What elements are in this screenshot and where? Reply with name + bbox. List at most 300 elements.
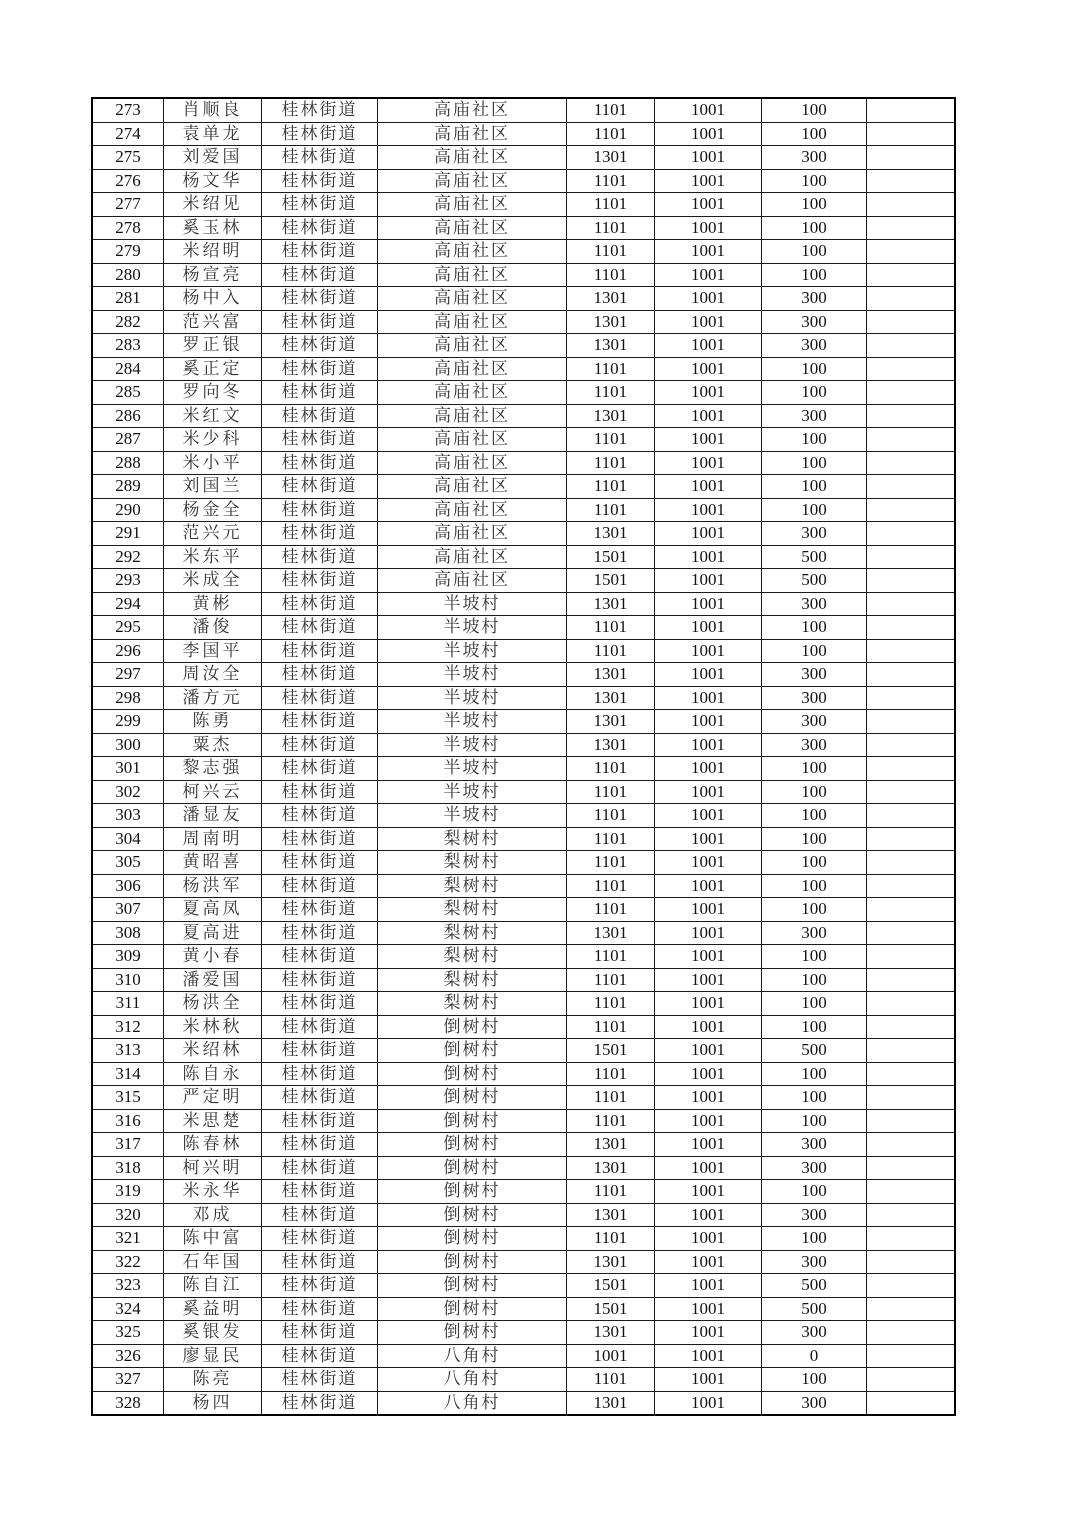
row-number-cell: 305 <box>92 851 164 875</box>
village-cell: 倒树村 <box>378 1039 567 1063</box>
code-b-cell: 1001 <box>655 98 762 122</box>
code-a-cell: 1501 <box>567 1297 655 1321</box>
street-cell: 桂林街道 <box>262 263 378 287</box>
village-cell: 高庙社区 <box>378 240 567 264</box>
note-cell <box>867 921 956 945</box>
village-cell: 倒树村 <box>378 1274 567 1298</box>
code-a-cell: 1301 <box>567 287 655 311</box>
name-cell: 潘显友 <box>164 804 262 828</box>
note-cell <box>867 616 956 640</box>
code-a-cell: 1101 <box>567 1086 655 1110</box>
table-row <box>92 968 955 992</box>
name-cell: 周南明 <box>164 827 262 851</box>
code-b-cell: 1001 <box>655 1368 762 1392</box>
amount-cell: 100 <box>762 1015 867 1039</box>
row-number-cell: 322 <box>92 1250 164 1274</box>
code-b-cell: 1001 <box>655 146 762 170</box>
street-cell: 桂林街道 <box>262 733 378 757</box>
village-cell: 半坡村 <box>378 686 567 710</box>
name-cell: 陈自江 <box>164 1274 262 1298</box>
name-cell: 范兴元 <box>164 522 262 546</box>
note-cell <box>867 851 956 875</box>
name-cell: 米少科 <box>164 428 262 452</box>
street-cell: 桂林街道 <box>262 98 378 122</box>
village-cell: 高庙社区 <box>378 310 567 334</box>
code-b-cell: 1001 <box>655 992 762 1016</box>
code-a-cell: 1501 <box>567 1039 655 1063</box>
amount-cell: 100 <box>762 639 867 663</box>
table-row <box>92 146 955 170</box>
code-a-cell: 1501 <box>567 569 655 593</box>
code-b-cell: 1001 <box>655 475 762 499</box>
name-cell: 罗向冬 <box>164 381 262 405</box>
street-cell: 桂林街道 <box>262 1133 378 1157</box>
code-a-cell: 1101 <box>567 428 655 452</box>
code-a-cell: 1301 <box>567 733 655 757</box>
code-a-cell: 1101 <box>567 804 655 828</box>
code-a-cell: 1101 <box>567 263 655 287</box>
code-b-cell: 1001 <box>655 193 762 217</box>
name-cell: 黄彬 <box>164 592 262 616</box>
note-cell <box>867 451 956 475</box>
code-a-cell: 1301 <box>567 663 655 687</box>
row-number-cell: 274 <box>92 122 164 146</box>
street-cell: 桂林街道 <box>262 193 378 217</box>
note-cell <box>867 945 956 969</box>
table-row <box>92 1133 955 1157</box>
amount-cell: 100 <box>762 851 867 875</box>
code-a-cell: 1301 <box>567 1133 655 1157</box>
village-cell: 倒树村 <box>378 1227 567 1251</box>
note-cell <box>867 334 956 358</box>
street-cell: 桂林街道 <box>262 945 378 969</box>
table-row <box>92 827 955 851</box>
street-cell: 桂林街道 <box>262 1180 378 1204</box>
village-cell: 高庙社区 <box>378 216 567 240</box>
street-cell: 桂林街道 <box>262 757 378 781</box>
code-b-cell: 1001 <box>655 898 762 922</box>
code-a-cell: 1101 <box>567 616 655 640</box>
village-cell: 半坡村 <box>378 733 567 757</box>
street-cell: 桂林街道 <box>262 381 378 405</box>
row-number-cell: 293 <box>92 569 164 593</box>
table-row <box>92 122 955 146</box>
village-cell: 高庙社区 <box>378 404 567 428</box>
row-number-cell: 277 <box>92 193 164 217</box>
row-number-cell: 282 <box>92 310 164 334</box>
table-row <box>92 1227 955 1251</box>
note-cell <box>867 240 956 264</box>
village-cell: 倒树村 <box>378 1133 567 1157</box>
note-cell <box>867 710 956 734</box>
table-row <box>92 1203 955 1227</box>
table-row <box>92 945 955 969</box>
name-cell: 米绍见 <box>164 193 262 217</box>
table-row <box>92 1250 955 1274</box>
code-a-cell: 1501 <box>567 545 655 569</box>
name-cell: 陈勇 <box>164 710 262 734</box>
street-cell: 桂林街道 <box>262 1227 378 1251</box>
name-cell: 米红文 <box>164 404 262 428</box>
table-row <box>92 592 955 616</box>
amount-cell: 100 <box>762 216 867 240</box>
table-row <box>92 1062 955 1086</box>
records-table <box>91 97 956 1416</box>
code-b-cell: 1001 <box>655 616 762 640</box>
table-row <box>92 1039 955 1063</box>
name-cell: 柯兴明 <box>164 1156 262 1180</box>
name-cell: 罗正银 <box>164 334 262 358</box>
amount-cell: 500 <box>762 1039 867 1063</box>
amount-cell: 100 <box>762 451 867 475</box>
row-number-cell: 326 <box>92 1344 164 1368</box>
code-a-cell: 1101 <box>567 1062 655 1086</box>
row-number-cell: 279 <box>92 240 164 264</box>
row-number-cell: 314 <box>92 1062 164 1086</box>
code-a-cell: 1301 <box>567 522 655 546</box>
code-a-cell: 1101 <box>567 639 655 663</box>
village-cell: 半坡村 <box>378 710 567 734</box>
amount-cell: 300 <box>762 710 867 734</box>
table-row <box>92 263 955 287</box>
amount-cell: 300 <box>762 663 867 687</box>
name-cell: 米林秋 <box>164 1015 262 1039</box>
amount-cell: 100 <box>762 992 867 1016</box>
table-row <box>92 334 955 358</box>
code-b-cell: 1001 <box>655 663 762 687</box>
street-cell: 桂林街道 <box>262 287 378 311</box>
village-cell: 高庙社区 <box>378 122 567 146</box>
note-cell <box>867 757 956 781</box>
row-number-cell: 283 <box>92 334 164 358</box>
name-cell: 杨文华 <box>164 169 262 193</box>
row-number-cell: 327 <box>92 1368 164 1392</box>
note-cell <box>867 1156 956 1180</box>
row-number-cell: 285 <box>92 381 164 405</box>
street-cell: 桂林街道 <box>262 663 378 687</box>
row-number-cell: 319 <box>92 1180 164 1204</box>
amount-cell: 100 <box>762 428 867 452</box>
village-cell: 八角村 <box>378 1344 567 1368</box>
village-cell: 高庙社区 <box>378 569 567 593</box>
row-number-cell: 310 <box>92 968 164 992</box>
amount-cell: 500 <box>762 545 867 569</box>
code-a-cell: 1101 <box>567 98 655 122</box>
note-cell <box>867 1227 956 1251</box>
village-cell: 高庙社区 <box>378 169 567 193</box>
amount-cell: 300 <box>762 1321 867 1345</box>
amount-cell: 100 <box>762 1368 867 1392</box>
street-cell: 桂林街道 <box>262 1015 378 1039</box>
village-cell: 高庙社区 <box>378 522 567 546</box>
code-a-cell: 1101 <box>567 1015 655 1039</box>
village-cell: 倒树村 <box>378 1086 567 1110</box>
row-number-cell: 294 <box>92 592 164 616</box>
code-b-cell: 1001 <box>655 592 762 616</box>
name-cell: 邓成 <box>164 1203 262 1227</box>
note-cell <box>867 216 956 240</box>
village-cell: 高庙社区 <box>378 263 567 287</box>
code-b-cell: 1001 <box>655 287 762 311</box>
code-b-cell: 1001 <box>655 1156 762 1180</box>
code-b-cell: 1001 <box>655 1180 762 1204</box>
amount-cell: 300 <box>762 287 867 311</box>
code-b-cell: 1001 <box>655 1344 762 1368</box>
note-cell <box>867 804 956 828</box>
row-number-cell: 288 <box>92 451 164 475</box>
street-cell: 桂林街道 <box>262 569 378 593</box>
table-row <box>92 710 955 734</box>
name-cell: 石年国 <box>164 1250 262 1274</box>
village-cell: 高庙社区 <box>378 334 567 358</box>
note-cell <box>867 122 956 146</box>
code-b-cell: 1001 <box>655 945 762 969</box>
amount-cell: 100 <box>762 1062 867 1086</box>
code-b-cell: 1001 <box>655 310 762 334</box>
note-cell <box>867 475 956 499</box>
street-cell: 桂林街道 <box>262 898 378 922</box>
code-a-cell: 1301 <box>567 334 655 358</box>
amount-cell: 100 <box>762 498 867 522</box>
village-cell: 倒树村 <box>378 1062 567 1086</box>
note-cell <box>867 874 956 898</box>
note-cell <box>867 1274 956 1298</box>
name-cell: 刘爱国 <box>164 146 262 170</box>
village-cell: 倒树村 <box>378 1156 567 1180</box>
name-cell: 米成全 <box>164 569 262 593</box>
table-row <box>92 757 955 781</box>
code-a-cell: 1101 <box>567 992 655 1016</box>
name-cell: 陈中富 <box>164 1227 262 1251</box>
note-cell <box>867 428 956 452</box>
table-row <box>92 1180 955 1204</box>
table-row <box>92 451 955 475</box>
note-cell <box>867 1180 956 1204</box>
row-number-cell: 286 <box>92 404 164 428</box>
name-cell: 周汝全 <box>164 663 262 687</box>
amount-cell: 300 <box>762 404 867 428</box>
name-cell: 廖显民 <box>164 1344 262 1368</box>
village-cell: 高庙社区 <box>378 381 567 405</box>
code-b-cell: 1001 <box>655 545 762 569</box>
amount-cell: 100 <box>762 827 867 851</box>
village-cell: 倒树村 <box>378 1109 567 1133</box>
amount-cell: 300 <box>762 1250 867 1274</box>
amount-cell: 100 <box>762 1109 867 1133</box>
table-row <box>92 1086 955 1110</box>
amount-cell: 100 <box>762 475 867 499</box>
note-cell <box>867 287 956 311</box>
street-cell: 桂林街道 <box>262 404 378 428</box>
code-a-cell: 1301 <box>567 310 655 334</box>
code-b-cell: 1001 <box>655 1321 762 1345</box>
street-cell: 桂林街道 <box>262 240 378 264</box>
code-a-cell: 1101 <box>567 1368 655 1392</box>
street-cell: 桂林街道 <box>262 921 378 945</box>
table-row <box>92 381 955 405</box>
code-b-cell: 1001 <box>655 1297 762 1321</box>
street-cell: 桂林街道 <box>262 1391 378 1415</box>
code-b-cell: 1001 <box>655 1274 762 1298</box>
code-b-cell: 1001 <box>655 1133 762 1157</box>
row-number-cell: 303 <box>92 804 164 828</box>
note-cell <box>867 1203 956 1227</box>
street-cell: 桂林街道 <box>262 451 378 475</box>
name-cell: 杨宣亮 <box>164 263 262 287</box>
name-cell: 米绍林 <box>164 1039 262 1063</box>
row-number-cell: 308 <box>92 921 164 945</box>
name-cell: 严定明 <box>164 1086 262 1110</box>
table-row <box>92 616 955 640</box>
row-number-cell: 297 <box>92 663 164 687</box>
note-cell <box>867 569 956 593</box>
table-row <box>92 569 955 593</box>
amount-cell: 100 <box>762 968 867 992</box>
name-cell: 潘爱国 <box>164 968 262 992</box>
code-a-cell: 1101 <box>567 757 655 781</box>
code-b-cell: 1001 <box>655 122 762 146</box>
table-row <box>92 1274 955 1298</box>
table-row <box>92 1368 955 1392</box>
street-cell: 桂林街道 <box>262 1250 378 1274</box>
code-b-cell: 1001 <box>655 1015 762 1039</box>
name-cell: 米思楚 <box>164 1109 262 1133</box>
code-b-cell: 1001 <box>655 639 762 663</box>
table-row <box>92 1109 955 1133</box>
amount-cell: 100 <box>762 169 867 193</box>
table-row <box>92 498 955 522</box>
table-row <box>92 1156 955 1180</box>
table-row <box>92 545 955 569</box>
village-cell: 高庙社区 <box>378 451 567 475</box>
row-number-cell: 304 <box>92 827 164 851</box>
code-a-cell: 1101 <box>567 193 655 217</box>
code-b-cell: 1001 <box>655 851 762 875</box>
table-row <box>92 733 955 757</box>
row-number-cell: 313 <box>92 1039 164 1063</box>
row-number-cell: 317 <box>92 1133 164 1157</box>
table-body <box>92 98 955 1415</box>
name-cell: 奚玉林 <box>164 216 262 240</box>
row-number-cell: 280 <box>92 263 164 287</box>
street-cell: 桂林街道 <box>262 334 378 358</box>
street-cell: 桂林街道 <box>262 146 378 170</box>
name-cell: 米小平 <box>164 451 262 475</box>
row-number-cell: 321 <box>92 1227 164 1251</box>
village-cell: 八角村 <box>378 1368 567 1392</box>
name-cell: 柯兴云 <box>164 780 262 804</box>
village-cell: 倒树村 <box>378 1180 567 1204</box>
street-cell: 桂林街道 <box>262 1274 378 1298</box>
code-b-cell: 1001 <box>655 263 762 287</box>
table-row <box>92 475 955 499</box>
village-cell: 梨树村 <box>378 827 567 851</box>
street-cell: 桂林街道 <box>262 122 378 146</box>
code-b-cell: 1001 <box>655 686 762 710</box>
village-cell: 高庙社区 <box>378 475 567 499</box>
code-a-cell: 1501 <box>567 1274 655 1298</box>
name-cell: 杨中入 <box>164 287 262 311</box>
code-b-cell: 1001 <box>655 827 762 851</box>
row-number-cell: 300 <box>92 733 164 757</box>
row-number-cell: 295 <box>92 616 164 640</box>
code-a-cell: 1101 <box>567 357 655 381</box>
table-row <box>92 1344 955 1368</box>
note-cell <box>867 1321 956 1345</box>
village-cell: 高庙社区 <box>378 498 567 522</box>
note-cell <box>867 663 956 687</box>
amount-cell: 300 <box>762 1391 867 1415</box>
amount-cell: 100 <box>762 898 867 922</box>
code-a-cell: 1101 <box>567 169 655 193</box>
row-number-cell: 290 <box>92 498 164 522</box>
row-number-cell: 287 <box>92 428 164 452</box>
note-cell <box>867 310 956 334</box>
code-a-cell: 1101 <box>567 1227 655 1251</box>
code-b-cell: 1001 <box>655 498 762 522</box>
code-a-cell: 1101 <box>567 451 655 475</box>
row-number-cell: 278 <box>92 216 164 240</box>
code-a-cell: 1101 <box>567 240 655 264</box>
name-cell: 杨金全 <box>164 498 262 522</box>
name-cell: 陈自永 <box>164 1062 262 1086</box>
village-cell: 梨树村 <box>378 874 567 898</box>
code-a-cell: 1101 <box>567 1109 655 1133</box>
note-cell <box>867 169 956 193</box>
village-cell: 半坡村 <box>378 639 567 663</box>
amount-cell: 100 <box>762 804 867 828</box>
street-cell: 桂林街道 <box>262 851 378 875</box>
code-a-cell: 1101 <box>567 381 655 405</box>
amount-cell: 500 <box>762 569 867 593</box>
street-cell: 桂林街道 <box>262 1368 378 1392</box>
street-cell: 桂林街道 <box>262 827 378 851</box>
code-b-cell: 1001 <box>655 874 762 898</box>
street-cell: 桂林街道 <box>262 874 378 898</box>
amount-cell: 300 <box>762 522 867 546</box>
amount-cell: 100 <box>762 240 867 264</box>
row-number-cell: 320 <box>92 1203 164 1227</box>
row-number-cell: 273 <box>92 98 164 122</box>
table-row <box>92 874 955 898</box>
code-a-cell: 1101 <box>567 851 655 875</box>
name-cell: 黄小春 <box>164 945 262 969</box>
village-cell: 高庙社区 <box>378 428 567 452</box>
code-b-cell: 1001 <box>655 428 762 452</box>
note-cell <box>867 780 956 804</box>
code-b-cell: 1001 <box>655 780 762 804</box>
code-a-cell: 1301 <box>567 710 655 734</box>
street-cell: 桂林街道 <box>262 1321 378 1345</box>
amount-cell: 100 <box>762 381 867 405</box>
code-b-cell: 1001 <box>655 357 762 381</box>
amount-cell: 100 <box>762 874 867 898</box>
village-cell: 倒树村 <box>378 1321 567 1345</box>
village-cell: 半坡村 <box>378 780 567 804</box>
village-cell: 半坡村 <box>378 804 567 828</box>
table-row <box>92 240 955 264</box>
amount-cell: 300 <box>762 334 867 358</box>
street-cell: 桂林街道 <box>262 522 378 546</box>
amount-cell: 0 <box>762 1344 867 1368</box>
table-row <box>92 992 955 1016</box>
table-row <box>92 216 955 240</box>
code-b-cell: 1001 <box>655 569 762 593</box>
row-number-cell: 318 <box>92 1156 164 1180</box>
amount-cell: 100 <box>762 263 867 287</box>
village-cell: 高庙社区 <box>378 98 567 122</box>
note-cell <box>867 1133 956 1157</box>
